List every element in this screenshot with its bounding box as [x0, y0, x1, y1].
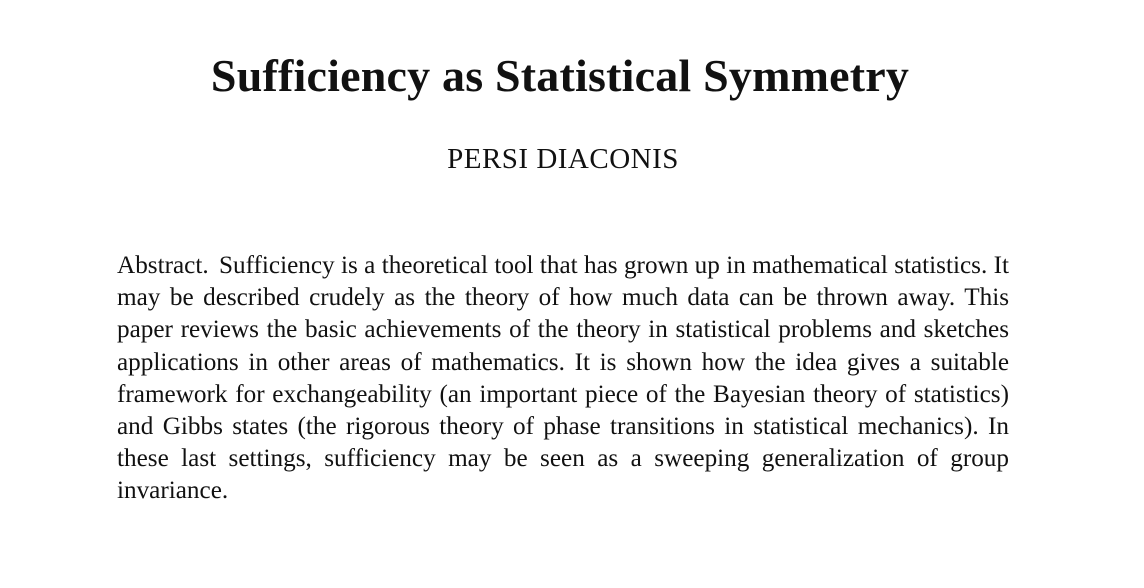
abstract-text: Sufficiency is a theoretical tool that has grown up in mathematical statistics. It may be described crudely as the theory of how much data can be thrown away. This paper reviews the basic achievements of the theory in statistical problems and sketches applications in other areas of mathematics. It is shown how the idea gives a suitable framework for exchangeability (an important piece of the Bayesian theory of statistics) and Gibbs states (the rigorous theory of phase transitions in statistical mechanics). In these last settings, sufficiency may be seen as a sweeping generalization of group invariance.: [117, 252, 1010, 505]
abstract-label: Abstract.: [117, 252, 209, 279]
paper-title: Sufficiency as Statistical Symmetry: [210, 50, 910, 101]
abstract-paragraph: [117, 250, 1009, 508]
paper-author: PERSI DIACONIS: [447, 143, 679, 175]
